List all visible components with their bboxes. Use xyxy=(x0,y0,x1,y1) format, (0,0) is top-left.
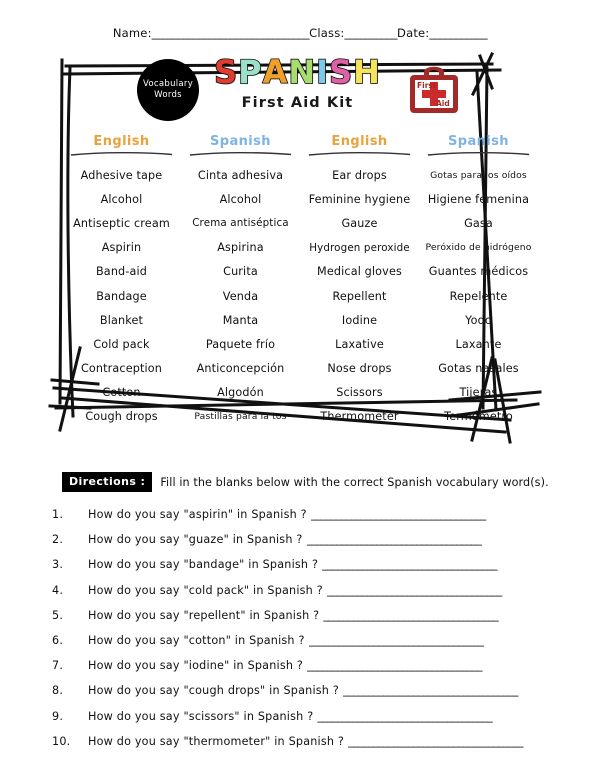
table-cell: Laxante xyxy=(455,337,502,351)
answer-blank[interactable]: ___________________________________ xyxy=(322,558,497,572)
question-number: 6. xyxy=(52,633,64,647)
badge-line-2: Words xyxy=(154,90,182,100)
table-row xyxy=(62,211,538,235)
question-number: 10. xyxy=(52,734,71,748)
table-cell: Venda xyxy=(222,289,259,303)
directions-row xyxy=(62,472,549,492)
table-cell: Antiseptic cream xyxy=(73,216,170,230)
table-row xyxy=(62,332,538,356)
answer-blank[interactable]: ___________________________________ xyxy=(317,709,493,723)
page-title xyxy=(205,53,390,91)
table-cell: Guantes médicos xyxy=(428,265,529,279)
table-cell: Curita xyxy=(223,265,258,279)
table-cell: Bandage xyxy=(96,289,147,303)
table-cell: Repelente xyxy=(449,289,508,303)
question-row xyxy=(52,609,552,634)
table-cell: Scissors xyxy=(336,386,383,400)
question-number: 2. xyxy=(52,533,64,547)
vocabulary-words-badge xyxy=(137,59,199,121)
answer-blank[interactable]: ___________________________________ xyxy=(308,633,484,647)
page-subtitle: First Aid Kit xyxy=(241,95,354,111)
table-cell: Gauze xyxy=(341,216,378,230)
column-header-spanish-1: Spanish xyxy=(181,130,300,157)
question-number: 1. xyxy=(52,508,64,521)
question-text: How do you say "guaze" in Spanish ? xyxy=(88,533,303,547)
first-aid-top-label: First xyxy=(417,81,437,90)
table-cell: Band-aid xyxy=(95,265,148,279)
table-cell: Algodón xyxy=(217,386,264,400)
table-cell: Gotas para los oídos xyxy=(430,169,527,181)
table-cell: Thermometer xyxy=(320,410,399,424)
table-cell: Higiene femenina xyxy=(427,192,530,206)
table-cell: Adhesive tape xyxy=(80,168,163,182)
name-label: Name: xyxy=(112,26,152,40)
title-letter-5: S xyxy=(329,53,354,91)
answer-blank[interactable]: ___________________________________ xyxy=(326,583,502,597)
title-letter-3: N xyxy=(288,53,317,91)
table-cell: Anticoncepción xyxy=(196,362,285,376)
question-number: 8. xyxy=(52,684,64,698)
answer-blank[interactable]: ___________________________________ xyxy=(306,533,482,547)
question-row xyxy=(52,684,552,709)
table-cell: Alcohol xyxy=(219,192,262,206)
column-header-english-1: English xyxy=(62,130,181,157)
question-row xyxy=(52,735,552,760)
table-row xyxy=(62,405,538,429)
class-blank[interactable]: __________ xyxy=(344,26,398,40)
question-text: How do you say "aspirin" in Spanish ? xyxy=(88,508,307,521)
title-letter-4: I xyxy=(316,53,330,91)
table-cell: Crema antiséptica xyxy=(192,217,289,230)
column-header-spanish-2: Spanish xyxy=(419,130,538,157)
question-text: How do you say "iodine" in Spanish ? xyxy=(88,659,304,673)
question-number: 7. xyxy=(52,659,64,673)
answer-blank[interactable]: ___________________________________ xyxy=(310,508,486,521)
table-cell: Aspirin xyxy=(101,241,142,255)
table-cell: Cough drops xyxy=(85,410,158,424)
directions-tag: Directions : xyxy=(62,472,152,492)
question-number: 4. xyxy=(52,583,64,597)
date-blank[interactable]: ___________ xyxy=(429,26,488,40)
directions-text: Fill in the blanks below with the correct Spanish vocabulary word(s). xyxy=(160,475,549,489)
table-cell: Aspirina xyxy=(217,241,264,255)
question-row xyxy=(52,659,552,684)
first-aid-kit-icon xyxy=(406,62,462,116)
table-cell: Medical gloves xyxy=(317,265,402,279)
table-cell: Hydrogen peroxide xyxy=(309,241,410,254)
worksheet-title-block xyxy=(205,53,390,111)
question-text: How do you say "cold pack" in Spanish ? xyxy=(88,583,323,597)
question-row xyxy=(52,558,552,583)
question-row xyxy=(52,634,552,659)
student-info-line xyxy=(0,26,600,46)
questions-list xyxy=(52,508,552,760)
table-cell: Cinta adhesiva xyxy=(197,168,284,182)
table-cell: Laxative xyxy=(335,337,384,351)
table-row xyxy=(62,163,538,187)
table-row xyxy=(62,260,538,284)
table-cell: Repellent xyxy=(332,289,387,303)
question-text: How do you say "cotton" in Spanish ? xyxy=(88,633,305,647)
question-row xyxy=(52,584,552,609)
name-blank[interactable]: ______________________________ xyxy=(151,26,310,40)
table-cell: Gotas nasales xyxy=(438,362,519,376)
table-row xyxy=(62,187,538,211)
title-letter-0: S xyxy=(214,53,239,91)
table-cell: Feminine hygiene xyxy=(308,192,411,206)
table-row xyxy=(62,236,538,260)
table-row xyxy=(62,308,538,332)
question-row xyxy=(52,508,552,533)
answer-blank[interactable]: ___________________________________ xyxy=(307,659,482,673)
vocabulary-table-header-row xyxy=(62,130,538,157)
table-cell: Peróxido de hidrógeno xyxy=(425,242,532,254)
question-number: 3. xyxy=(52,558,64,572)
question-text: How do you say "bandage" in Spanish ? xyxy=(88,558,319,572)
column-header-english-2: English xyxy=(300,130,419,157)
table-cell: Cotton xyxy=(102,386,141,400)
question-number: 9. xyxy=(52,709,64,723)
question-number: 5. xyxy=(52,608,64,622)
table-cell: Termómetro xyxy=(444,410,513,424)
question-text: How do you say "cough drops" in Spanish ? xyxy=(88,684,339,698)
date-label: Date: xyxy=(397,26,430,40)
answer-blank[interactable]: ___________________________________ xyxy=(348,734,523,748)
table-cell: Nose drops xyxy=(327,362,392,376)
vocabulary-table-body xyxy=(62,163,538,429)
table-cell: Contraception xyxy=(80,362,163,376)
first-aid-bottom-label: Aid xyxy=(436,99,450,108)
question-text: How do you say "thermometer" in Spanish ? xyxy=(88,734,345,748)
table-cell: Pastillas para la tos xyxy=(194,411,287,423)
title-letter-1: P xyxy=(238,53,263,91)
answer-blank[interactable]: ___________________________________ xyxy=(342,684,518,698)
table-cell: Tijeras xyxy=(459,386,498,400)
question-row xyxy=(52,533,552,558)
class-label: Class: xyxy=(309,26,345,40)
table-cell: Paquete frío xyxy=(205,337,276,351)
table-row xyxy=(62,381,538,405)
question-text: How do you say "repellent" in Spanish ? xyxy=(88,608,320,622)
table-cell: Blanket xyxy=(99,313,144,327)
table-cell: Ear drops xyxy=(332,168,387,182)
table-cell: Yodo xyxy=(465,313,492,327)
table-cell: Cold pack xyxy=(93,337,150,351)
table-cell: Manta xyxy=(222,313,259,327)
table-cell: Gasa xyxy=(464,216,493,230)
table-cell: Alcohol xyxy=(100,192,143,206)
table-cell: Iodine xyxy=(341,313,378,327)
table-row xyxy=(62,357,538,381)
question-text: How do you say "scissors" in Spanish ? xyxy=(88,709,314,723)
title-letter-6: H xyxy=(353,53,381,91)
badge-line-1: Vocabulary xyxy=(142,78,194,89)
table-row xyxy=(62,284,538,308)
question-row xyxy=(52,710,552,735)
vocabulary-table xyxy=(62,130,538,429)
title-letter-2: A xyxy=(262,53,289,91)
answer-blank[interactable]: ___________________________________ xyxy=(323,608,499,622)
